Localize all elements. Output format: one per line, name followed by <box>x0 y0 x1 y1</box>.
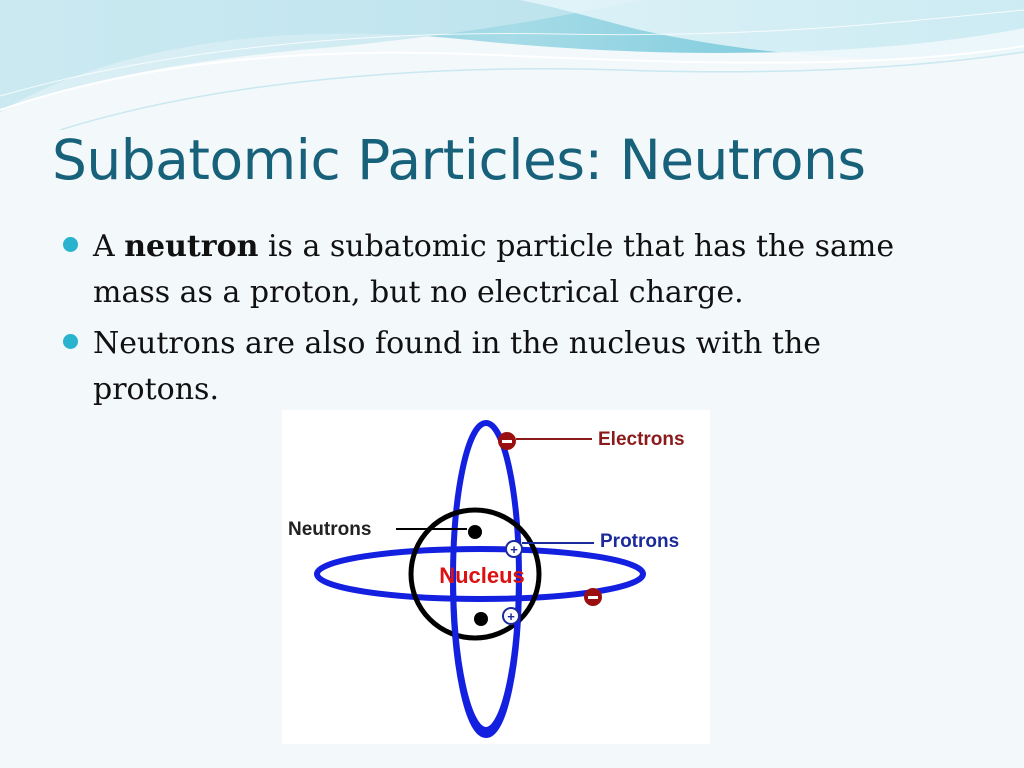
proton-sign: + <box>510 542 518 557</box>
bullet-item <box>60 321 950 413</box>
bullet-item <box>60 224 950 316</box>
bullet-list <box>60 224 950 418</box>
wave-band-mid <box>0 0 640 112</box>
proton-sign: + <box>507 609 515 624</box>
nucleus-label: Nucleus <box>439 563 525 588</box>
neutron-particle <box>468 525 482 539</box>
electron-sign <box>502 440 512 443</box>
bullet-dot-icon <box>63 237 78 252</box>
bullet-dot-icon <box>63 334 78 349</box>
protons-label: Protrons <box>600 531 680 552</box>
bullet-text-pre: A <box>93 229 125 264</box>
electron-sign <box>588 596 598 599</box>
atom-diagram <box>282 410 710 744</box>
header-wave-decoration <box>0 0 1024 130</box>
bullet-text: Neutrons are also found in the nucleus with the protons. <box>93 326 822 407</box>
neutrons-label: Neutrons <box>288 519 372 540</box>
neutron-particle <box>474 612 488 626</box>
electrons-label: Electrons <box>598 429 685 450</box>
bullet-text-post: is a subatomic particle that has the same mass as a proton, but no electrical charge. <box>93 229 895 310</box>
bullet-bold-term: neutron <box>124 229 259 264</box>
slide-title: Subatomic Particles: Neutrons <box>52 128 866 192</box>
